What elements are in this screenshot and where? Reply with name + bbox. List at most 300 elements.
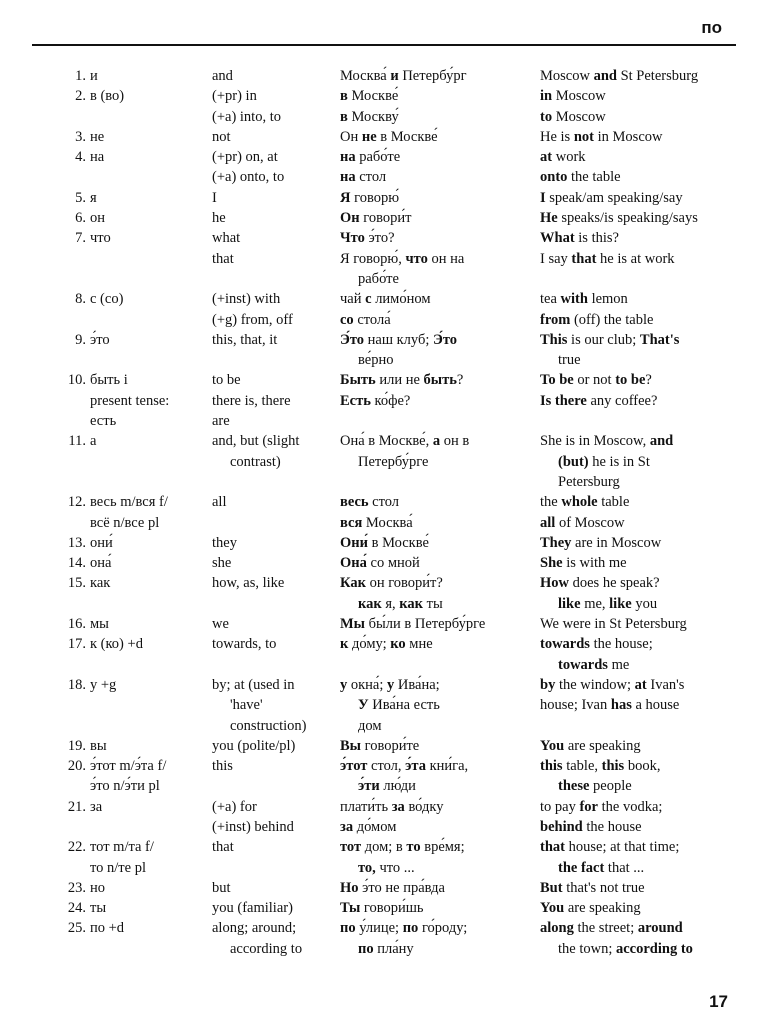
- example-text: any coffee?: [586, 392, 658, 409]
- example-text: Moscow: [552, 88, 606, 105]
- table-row: [62, 797, 742, 838]
- example-text: э́то не пра́вда: [358, 879, 445, 896]
- russian-example-line: [340, 147, 540, 167]
- example-text: лю́ди: [379, 778, 416, 795]
- highlighted-word: (but): [558, 453, 589, 470]
- example-text: Moscow: [540, 68, 594, 84]
- meaning-cell: [212, 86, 340, 127]
- russian-word-cell: [62, 878, 212, 898]
- example-text: in Moscow: [594, 128, 663, 145]
- meaning-line: all: [212, 494, 227, 511]
- russian-word-line: [62, 391, 212, 411]
- russian-word-cell: [62, 573, 212, 614]
- example-text: the house: [582, 818, 642, 835]
- example-text: book,: [624, 758, 661, 775]
- table-row: [62, 431, 742, 492]
- russian-word-cell: [62, 289, 212, 330]
- russian-example-cell: [340, 898, 540, 918]
- russian-word-line: [62, 208, 212, 228]
- example-text: speak/am speaking/say: [545, 189, 683, 206]
- russian-example-line: [340, 675, 540, 695]
- russian-example-cell: [340, 147, 540, 188]
- highlighted-word: But: [540, 879, 563, 896]
- russian-word-line: [62, 675, 212, 695]
- meaning-cell: [212, 878, 340, 898]
- russian-example-line: [340, 228, 540, 248]
- english-example-line: [540, 634, 742, 654]
- highlighted-word: at: [540, 149, 553, 166]
- example-text: to pay: [540, 798, 580, 815]
- table-row: [62, 492, 742, 533]
- english-example-line: [540, 147, 742, 167]
- example-text: of Moscow: [555, 514, 625, 531]
- entry-number: 20.: [67, 758, 86, 775]
- meaning-cell: [212, 147, 340, 188]
- highlighted-word: за: [340, 818, 354, 835]
- english-example-line: [540, 492, 742, 512]
- highlighted-word: со: [340, 311, 354, 328]
- english-example-line: [540, 289, 742, 309]
- highlighted-word: and: [649, 433, 674, 450]
- meaning-cell: [212, 127, 340, 147]
- meaning-line: you (familiar): [212, 900, 293, 917]
- entry-number: 24.: [67, 900, 86, 917]
- entry-number: 11.: [68, 433, 86, 450]
- highlighted-word: с: [365, 291, 372, 308]
- russian-example-cell: [340, 533, 540, 553]
- entry-number: 5.: [75, 189, 86, 206]
- highlighted-word: not: [573, 128, 594, 145]
- russian-word: мы: [90, 616, 109, 633]
- highlighted-word: Ты: [340, 900, 361, 917]
- highlighted-word: with: [560, 291, 588, 308]
- meaning-line: (+g) from, off: [212, 311, 293, 328]
- english-example-cell: [540, 878, 742, 898]
- russian-word-line: [62, 492, 212, 512]
- english-example-line: [540, 249, 742, 269]
- highlighted-word: these: [558, 778, 590, 795]
- russian-example-line: [340, 918, 540, 938]
- russian-word-line: [62, 370, 212, 390]
- highlighted-word: like: [609, 595, 632, 612]
- russian-example-cell: [340, 918, 540, 959]
- russian-word: как: [90, 575, 111, 592]
- meaning-cell: [212, 634, 340, 675]
- entry-number: 10.: [67, 372, 86, 389]
- english-example-line: [540, 573, 742, 593]
- example-text: the table: [567, 169, 621, 186]
- russian-word-line: [62, 147, 212, 167]
- table-row: [62, 66, 742, 86]
- example-text: the street;: [573, 920, 638, 937]
- english-example-line: [540, 858, 742, 878]
- entry-number: 2.: [75, 88, 86, 105]
- table-row: [62, 553, 742, 573]
- example-text: the town;: [558, 940, 616, 957]
- meaning-line: but: [212, 879, 231, 896]
- entry-number: 21.: [67, 798, 86, 815]
- example-text: Петербу́рге: [358, 453, 429, 470]
- example-text: me,: [580, 595, 610, 612]
- entry-number: 14.: [67, 555, 86, 572]
- example-text: the window;: [555, 676, 635, 693]
- highlighted-word: according to: [616, 940, 693, 957]
- highlighted-word: что: [405, 250, 428, 267]
- meaning-line: (+a) into, to: [212, 108, 281, 125]
- highlighted-word: whole: [561, 494, 598, 511]
- example-text: He is: [540, 128, 574, 145]
- russian-example-cell: [340, 330, 540, 371]
- russian-example-line: [340, 492, 540, 512]
- meaning-line: not: [212, 128, 231, 145]
- russian-word-line: [62, 411, 212, 431]
- highlighted-word: Что: [340, 230, 365, 247]
- highlighted-word: э́та: [405, 758, 426, 775]
- example-text: Он: [340, 128, 362, 145]
- highlighted-word: на: [340, 149, 356, 166]
- english-example-cell: [540, 492, 742, 533]
- example-text: кни́га,: [425, 758, 469, 775]
- meaning-line: construction): [230, 717, 307, 734]
- highlighted-word: How: [540, 575, 569, 592]
- example-text: is our club;: [567, 331, 640, 348]
- meaning-line: are: [212, 413, 230, 430]
- russian-word-cell: [62, 249, 212, 290]
- highlighted-word: в: [340, 88, 348, 105]
- russian-word: ты: [90, 900, 107, 917]
- english-example-line: [540, 614, 742, 634]
- russian-example-cell: [340, 66, 540, 86]
- russian-word: по +d: [90, 920, 125, 937]
- highlighted-word: behind: [540, 818, 583, 835]
- russian-word-line: [62, 614, 212, 634]
- example-text: дом; в: [361, 839, 407, 856]
- example-text: I say: [540, 250, 572, 267]
- highlighted-word: по: [402, 920, 419, 937]
- table-row: [62, 573, 742, 614]
- meaning-cell: [212, 675, 340, 736]
- russian-example-cell: [340, 573, 540, 614]
- entry-number: 1.: [75, 68, 86, 84]
- russian-example-line: [340, 167, 540, 187]
- english-example-cell: [540, 756, 742, 797]
- english-example-cell: [540, 797, 742, 838]
- example-text: are speaking: [564, 737, 641, 754]
- russian-example-line: [340, 614, 540, 634]
- russian-word: он: [90, 210, 106, 227]
- meaning-line: what: [212, 230, 241, 247]
- highlighted-word: the fact: [558, 859, 605, 876]
- russian-example-cell: [340, 614, 540, 634]
- highlighted-word: у: [387, 676, 395, 693]
- russian-word: с (со): [90, 291, 124, 308]
- example-text: table: [597, 494, 630, 511]
- example-text: Я говорю́,: [340, 250, 406, 267]
- russian-word-cell: [62, 370, 212, 431]
- russian-example-line: [340, 513, 540, 533]
- russian-example-cell: [340, 208, 540, 228]
- meaning-cell: [212, 573, 340, 614]
- highlighted-word: Быть: [340, 372, 376, 389]
- russian-word: всё n/все pl: [90, 514, 160, 531]
- meaning-line: you (polite/pl): [212, 737, 296, 754]
- example-text: говори́шь: [360, 900, 424, 917]
- meaning-cell: [212, 188, 340, 208]
- russian-example-line: [340, 837, 540, 857]
- example-text: Ива́на есть: [368, 697, 440, 714]
- russian-word-cell: [62, 756, 212, 797]
- russian-word-line: [62, 797, 212, 817]
- example-text: the: [540, 494, 562, 511]
- page-header-word: по: [701, 18, 722, 37]
- example-text: lemon: [587, 291, 628, 308]
- russian-word-cell: [62, 918, 212, 959]
- russian-word-line: [62, 918, 212, 938]
- english-example-line: [540, 776, 742, 796]
- english-example-line: [540, 107, 742, 127]
- english-example-line: [540, 228, 742, 248]
- meaning-line: and: [212, 68, 233, 84]
- highlighted-word: This: [540, 331, 568, 348]
- russian-word-line: [62, 249, 212, 269]
- english-example-cell: [540, 188, 742, 208]
- russian-example-line: [340, 776, 540, 796]
- russian-word-line: [62, 878, 212, 898]
- meaning-line: this, that, it: [212, 331, 278, 348]
- russian-example-cell: [340, 492, 540, 533]
- russian-word: в (во): [90, 88, 125, 105]
- meaning-line: they: [212, 534, 237, 551]
- highlighted-word: like: [558, 595, 581, 612]
- example-text: стол: [355, 169, 387, 186]
- entry-number: 4.: [75, 149, 86, 166]
- russian-example-line: [340, 736, 540, 756]
- example-text: стол,: [367, 758, 406, 775]
- entry-number: 16.: [67, 616, 86, 633]
- example-text: Москве́: [347, 88, 399, 105]
- example-text: лимо́ном: [371, 291, 431, 308]
- example-text: плати́ть: [340, 798, 392, 815]
- highlighted-word: по: [358, 940, 374, 957]
- entry-number: 22.: [67, 839, 86, 856]
- russian-example-line: [340, 188, 540, 208]
- russian-example-line: [340, 391, 540, 411]
- meaning-line: he: [212, 210, 226, 227]
- example-text: (off) the table: [570, 311, 654, 328]
- highlighted-word: all: [540, 514, 556, 531]
- example-text: ты: [423, 595, 443, 612]
- russian-example-cell: [340, 127, 540, 147]
- meaning-line: (+inst) with: [212, 291, 281, 308]
- russian-example-cell: [340, 249, 540, 290]
- russian-word-cell: [62, 614, 212, 634]
- table-row: [62, 127, 742, 147]
- highlighted-word: к: [340, 636, 349, 653]
- russian-word-line: [62, 756, 212, 776]
- meaning-line: 'have': [230, 697, 263, 714]
- table-row: [62, 898, 742, 918]
- russian-example-line: [340, 594, 540, 614]
- example-text: does he speak?: [569, 575, 660, 592]
- russian-example-cell: [340, 736, 540, 756]
- table-row: [62, 756, 742, 797]
- english-example-line: [540, 655, 742, 675]
- highlighted-word: Я: [340, 189, 351, 206]
- example-text: до́му;: [348, 636, 391, 653]
- highlighted-word: Он: [340, 210, 360, 227]
- example-text: Москва́: [340, 68, 391, 84]
- meaning-cell: [212, 898, 340, 918]
- highlighted-word: You: [540, 737, 565, 754]
- example-text: мне: [405, 636, 433, 653]
- russian-example-line: [340, 107, 540, 127]
- meaning-cell: [212, 289, 340, 330]
- entry-number: 12.: [67, 494, 86, 511]
- russian-example-line: [340, 289, 540, 309]
- russian-example-line: [340, 452, 540, 472]
- example-text: говорю́: [350, 189, 400, 206]
- example-text: me: [607, 656, 630, 673]
- example-text: что ...: [375, 859, 415, 876]
- entry-number: 25.: [67, 920, 86, 937]
- russian-example-line: [340, 533, 540, 553]
- highlighted-word: по: [340, 920, 356, 937]
- meaning-cell: [212, 756, 340, 797]
- russian-example-line: [340, 431, 540, 451]
- english-example-cell: [540, 330, 742, 371]
- highlighted-word: весь: [340, 494, 369, 511]
- highlighted-word: э́ти: [358, 778, 380, 795]
- table-row: [62, 878, 742, 898]
- meaning-line: (+pr) on, at: [212, 149, 278, 166]
- table-row: [62, 86, 742, 127]
- example-text: он на: [427, 250, 465, 267]
- english-example-cell: [540, 249, 742, 290]
- example-text: are speaking: [564, 900, 641, 917]
- russian-example-line: [340, 898, 540, 918]
- meaning-cell: [212, 330, 340, 371]
- table-row: [62, 614, 742, 634]
- example-text: Петербу́рг: [398, 68, 467, 84]
- russian-example-line: [340, 66, 540, 86]
- russian-word-cell: [62, 330, 212, 371]
- highlighted-word: Э́то: [433, 331, 458, 348]
- highlighted-word: э́тот: [340, 758, 368, 775]
- highlighted-word: to be: [615, 372, 646, 389]
- table-row: [62, 634, 742, 675]
- highlighted-word: That's: [639, 331, 680, 348]
- highlighted-word: и: [390, 68, 399, 84]
- table-row: [62, 208, 742, 228]
- english-example-cell: [540, 289, 742, 330]
- russian-word: и: [90, 68, 98, 84]
- vocabulary-table-body: [62, 66, 742, 959]
- english-example-cell: [540, 208, 742, 228]
- example-text: Ива́на;: [394, 676, 440, 693]
- highlighted-word: не: [361, 128, 377, 145]
- highlighted-word: в: [340, 108, 348, 125]
- highlighted-word: за: [391, 798, 405, 815]
- example-text: Moscow: [552, 108, 606, 125]
- russian-example-line: [340, 634, 540, 654]
- russian-word-cell: [62, 431, 212, 492]
- english-example-cell: [540, 86, 742, 127]
- highlighted-word: вся: [340, 514, 363, 531]
- russian-word: к (ко) +d: [90, 636, 143, 653]
- meaning-cell: [212, 431, 340, 492]
- highlighted-word: тот: [340, 839, 362, 856]
- english-example-line: [540, 756, 742, 776]
- russian-example-line: [340, 269, 540, 289]
- russian-example-line: [340, 858, 540, 878]
- russian-example-cell: [340, 878, 540, 898]
- russian-word-line: [62, 330, 212, 350]
- meaning-line: contrast): [230, 453, 281, 470]
- russian-word: э́тот m/э́та f/: [90, 758, 167, 775]
- highlighted-word: He: [540, 210, 558, 227]
- example-text: She is in Moscow,: [540, 433, 650, 450]
- highlighted-word: has: [610, 697, 632, 714]
- meaning-cell: [212, 228, 340, 248]
- russian-word-line: [62, 898, 212, 918]
- example-text: рабо́те: [355, 149, 401, 166]
- english-example-line: [540, 452, 742, 472]
- example-text: до́мом: [353, 818, 397, 835]
- english-example-line: [540, 918, 742, 938]
- english-example-line: [540, 553, 742, 573]
- english-example-cell: [540, 573, 742, 614]
- example-text: Москва́: [362, 514, 413, 531]
- russian-example-cell: [340, 756, 540, 797]
- example-text: is this?: [574, 230, 619, 247]
- english-example-line: [540, 817, 742, 837]
- meaning-line: that: [212, 250, 234, 267]
- russian-word: у +g: [90, 676, 117, 693]
- russian-word-line: [62, 66, 212, 86]
- russian-word-line: [62, 228, 212, 248]
- highlighted-word: Она́: [340, 555, 367, 572]
- meaning-line: according to: [230, 940, 303, 957]
- russian-word-line: [62, 573, 212, 593]
- table-row: [62, 188, 742, 208]
- english-example-cell: [540, 431, 742, 492]
- english-example-line: [540, 208, 742, 228]
- russian-word: э́то: [90, 331, 110, 348]
- russian-example-line: [340, 127, 540, 147]
- russian-example-line: [340, 756, 540, 776]
- example-text: Ivan's: [646, 676, 685, 693]
- english-example-line: [540, 533, 742, 553]
- russian-example-line: [340, 939, 540, 959]
- russian-example-cell: [340, 675, 540, 736]
- russian-word: быть i: [90, 372, 128, 389]
- example-text: is with me: [562, 555, 627, 572]
- russian-example-cell: [340, 431, 540, 492]
- russian-word-cell: [62, 837, 212, 878]
- meaning-cell: [212, 614, 340, 634]
- entry-number: 6.: [75, 210, 86, 227]
- example-text: я,: [381, 595, 400, 612]
- russian-example-cell: [340, 289, 540, 330]
- meaning-cell: [212, 553, 340, 573]
- table-row: [62, 330, 742, 371]
- header-rule: [32, 44, 736, 46]
- russian-word: то n/те pl: [90, 859, 146, 876]
- example-text: в Москве́: [368, 534, 429, 551]
- russian-word-line: [62, 188, 212, 208]
- russian-word-cell: [62, 492, 212, 533]
- meaning-cell: [212, 370, 340, 431]
